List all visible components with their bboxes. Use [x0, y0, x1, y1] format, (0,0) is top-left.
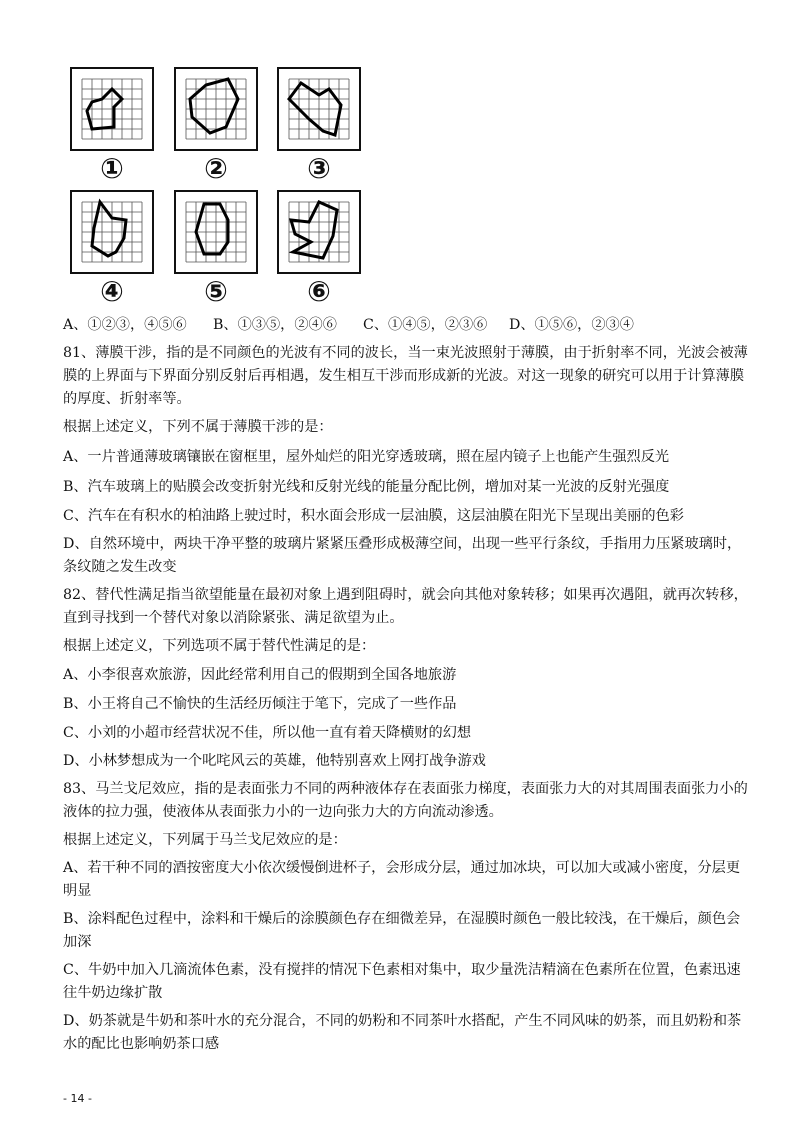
- q82-prompt: 根据上述定义，下列选项不属于替代性满足的是：: [63, 638, 376, 654]
- q83-option-c-line-2[interactable]: 往牛奶边缘扩散: [63, 985, 163, 1001]
- q81-option-a[interactable]: A、一片普通薄玻璃镶嵌在窗框里，屋外灿烂的阳光穿透玻璃，照在屋内镜子上也能产生强烈反光: [63, 449, 670, 465]
- q83-option-d-line-2[interactable]: 水的配比也影响奶茶口感: [63, 1036, 220, 1052]
- q81-stem-line-2: 膜的上界面与下界面分别反射后再相遇，发生相互干涉而形成新的光波。对这一现象的研究可以用于计算薄膜: [63, 368, 745, 384]
- figure-option-b[interactable]: B、①③⑤，②④⑥: [213, 317, 337, 333]
- q82-option-d[interactable]: D、小林梦想成为一个叱咤风云的英雄，他特别喜欢上网打战争游戏: [63, 753, 486, 769]
- figure-1: [70, 67, 154, 151]
- q83-option-b-line-1[interactable]: B、涂料配色过程中，涂料和干燥后的涂膜颜色存在细微差异，在湿膜时颜色一般比较浅，在干燥后，颜色会: [63, 911, 741, 927]
- figure-6: [277, 190, 361, 274]
- figure-question-options: [63, 314, 743, 336]
- q83-option-c-line-1[interactable]: C、牛奶中加入几滴流体色素，没有搅拌的情况下色素相对集中，取少量洗洁精滴在色素所在位置，色素迅速: [63, 962, 741, 978]
- q82-option-b[interactable]: B、小王将自己不愉快的生活经历倾注于笔下，完成了一些作品: [63, 696, 457, 712]
- q82-stem-line-1: 82、替代性满足指当欲望能量在最初对象上遇到阻碍时，就会向其他对象转移；如果再次遇阻，就再次转移，: [63, 587, 748, 603]
- q82-option-c[interactable]: C、小刘的小超市经营状况不佳，所以他一直有着天降横财的幻想: [63, 725, 472, 741]
- page-number: - 14 -: [63, 1092, 92, 1105]
- q81-option-d-line-1[interactable]: D、自然环境中，两块干净平整的玻璃片紧紧压叠形成极薄空间，出现一些平行条纹，手指用力压紧玻璃时，: [63, 536, 742, 552]
- q82-stem-line-2: 直到寻找到一个替代对象以消除紧张、满足欲望为止。: [63, 610, 404, 626]
- figure-3: [277, 67, 361, 151]
- q81-option-c[interactable]: C、汽车在有积水的柏油路上驶过时，积水面会形成一层油膜，这层油膜在阳光下呈现出美丽的色彩: [63, 508, 684, 524]
- q81-stem-line-1: 81、薄膜干涉，指的是不同颜色的光波有不同的波长，当一束光波照射于薄膜，由于折射率不同，光波会被薄: [63, 345, 748, 361]
- q83-stem-line-1: 83、马兰戈尼效应，指的是表面张力不同的两种液体存在表面张力梯度，表面张力大的对其周围表面张力小的: [63, 781, 748, 797]
- figure-option-d[interactable]: D、①⑤⑥，②③④: [509, 317, 634, 333]
- q81-option-b[interactable]: B、汽车玻璃上的贴膜会改变折射光线和反射光线的能量分配比例，增加对某一光波的反射光强度: [63, 479, 670, 495]
- q83-option-a-line-1[interactable]: A、若干种不同的酒按密度大小依次缓慢倒进杯子，会形成分层，通过加冰块，可以加大或减小密度，分层更: [63, 860, 741, 876]
- figure-5: [174, 190, 258, 274]
- figure-4: [70, 190, 154, 274]
- figure-label-4: ④: [100, 275, 124, 308]
- figure-label-5: ⑤: [204, 275, 228, 308]
- q81-stem-line-3: 的厚度、折射率等。: [63, 391, 191, 407]
- figure-label-3: ③: [307, 152, 331, 185]
- q83-prompt: 根据上述定义，下列属于马兰戈尼效应的是：: [63, 832, 347, 848]
- q83-option-d-line-1[interactable]: D、奶茶就是牛奶和茶叶水的充分混合，不同的奶粉和不同茶叶水搭配，产生不同风味的奶茶，而且奶粉和茶: [63, 1013, 742, 1029]
- figure-label-2: ②: [204, 152, 228, 185]
- figure-label-6: ⑥: [307, 275, 331, 308]
- q83-option-b-line-2[interactable]: 加深: [63, 934, 92, 950]
- q81-option-d-line-2[interactable]: 条纹随之发生改变: [63, 559, 177, 575]
- q83-option-a-line-2[interactable]: 明显: [63, 883, 92, 899]
- q81-prompt: 根据上述定义，下列不属于薄膜干涉的是：: [63, 419, 333, 435]
- figure-label-1: ①: [100, 152, 124, 185]
- figure-2: [174, 67, 258, 151]
- figure-option-c[interactable]: C、①④⑤，②③⑥: [363, 317, 488, 333]
- figure-option-a[interactable]: A、①②③，④⑤⑥: [63, 317, 187, 333]
- q82-option-a[interactable]: A、小李很喜欢旅游，因此经常利用自己的假期到全国各地旅游: [63, 667, 457, 683]
- q83-stem-line-2: 液体的拉力强，使液体从表面张力小的一边向张力大的方向流动渗透。: [63, 804, 503, 820]
